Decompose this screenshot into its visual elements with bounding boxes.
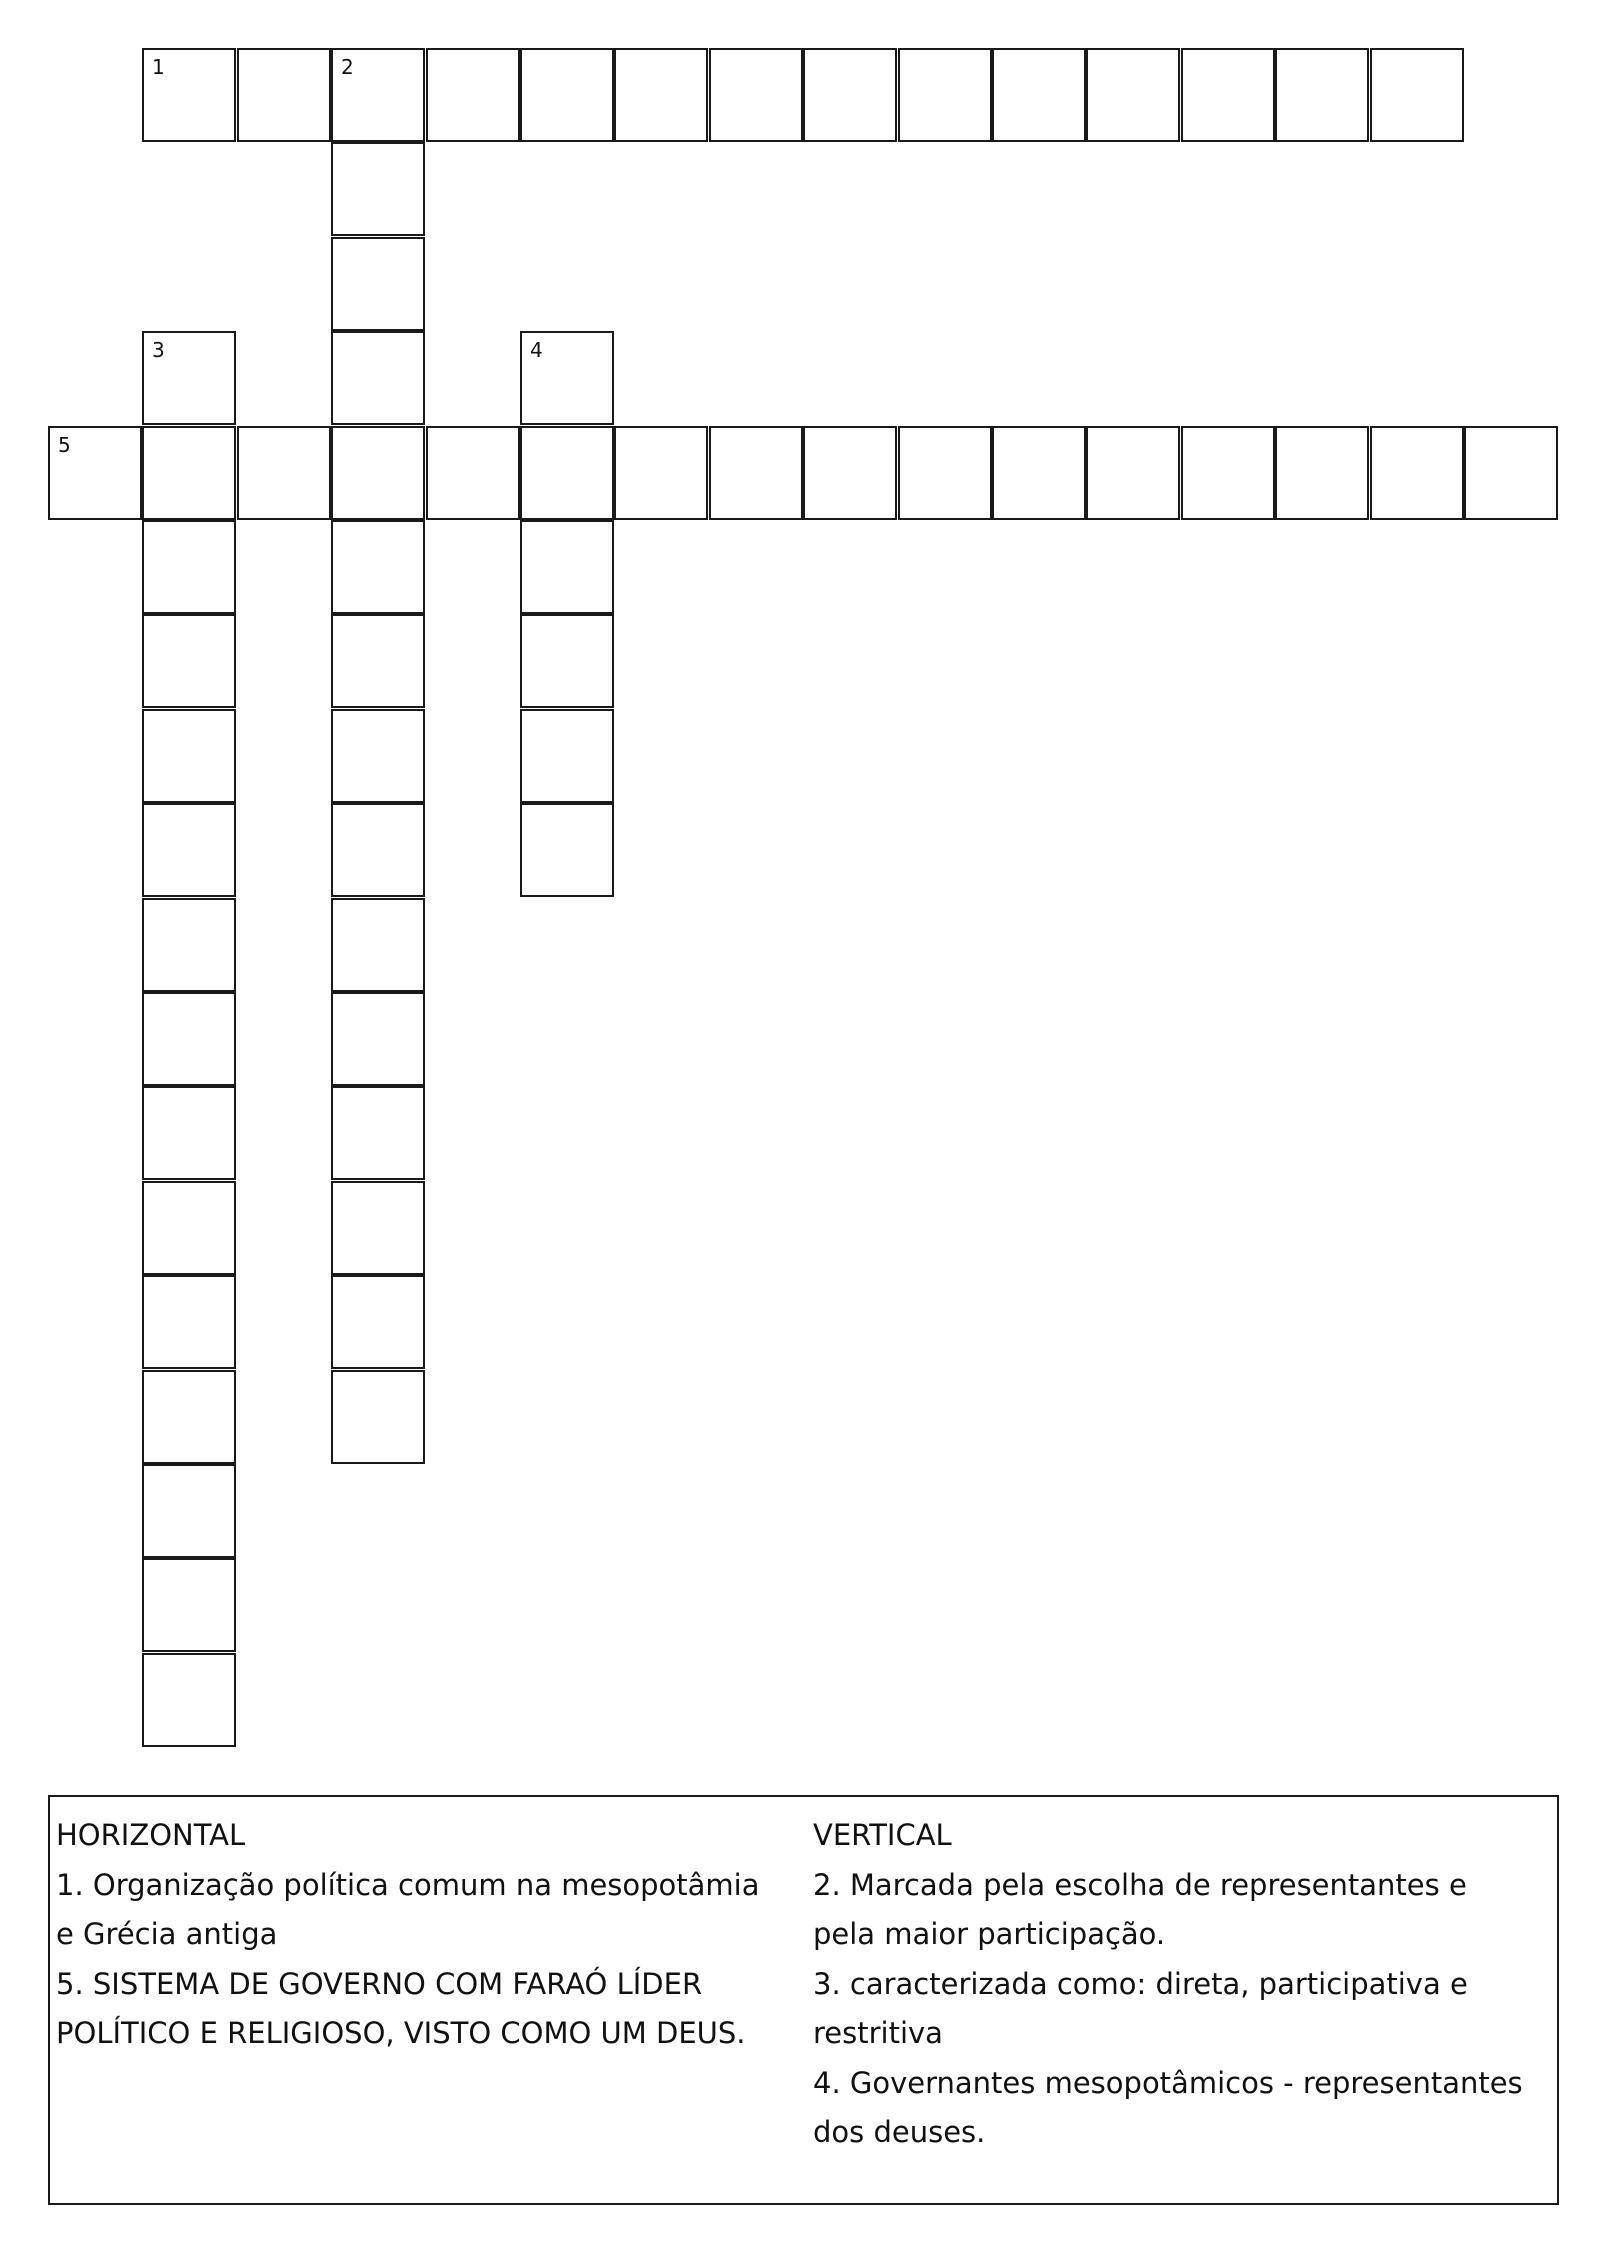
vertical-clues — [813, 1811, 1533, 2158]
crossword-cell[interactable] — [142, 331, 236, 425]
crossword-cell[interactable] — [331, 48, 425, 142]
crossword-cell[interactable] — [992, 48, 1086, 142]
crossword-cell[interactable] — [331, 142, 425, 236]
clue-number: 1 — [152, 55, 165, 79]
clue-number: 4 — [530, 338, 543, 362]
crossword-cell[interactable] — [142, 520, 236, 614]
crossword-cell[interactable] — [331, 237, 425, 331]
crossword-cell[interactable] — [992, 426, 1086, 520]
crossword-cell[interactable] — [142, 1086, 236, 1180]
clue-4: 4. Governantes mesopotâmicos - representantes dos deuses. — [813, 2065, 1523, 2149]
crossword-cell[interactable] — [142, 1275, 236, 1369]
crossword-cell[interactable] — [1370, 426, 1464, 520]
crossword-cell[interactable] — [520, 331, 614, 425]
crossword-cell[interactable] — [331, 1181, 425, 1275]
crossword-cell[interactable] — [1275, 48, 1369, 142]
crossword-cell[interactable] — [237, 48, 331, 142]
crossword-cell[interactable] — [426, 426, 520, 520]
crossword-cell[interactable] — [331, 992, 425, 1086]
vertical-heading: VERTICAL — [813, 1818, 952, 1852]
crossword-cell[interactable] — [142, 1181, 236, 1275]
crossword-cell[interactable] — [142, 992, 236, 1086]
crossword-cell[interactable] — [331, 426, 425, 520]
crossword-cell[interactable] — [803, 48, 897, 142]
crossword-cell[interactable] — [331, 520, 425, 614]
crossword-cell[interactable] — [331, 1086, 425, 1180]
crossword-cell[interactable] — [142, 48, 236, 142]
crossword-cell[interactable] — [142, 709, 236, 803]
horizontal-clues — [56, 1811, 766, 2059]
crossword-cell[interactable] — [142, 898, 236, 992]
crossword-cell[interactable] — [1275, 426, 1369, 520]
crossword-cell[interactable] — [709, 48, 803, 142]
crossword-cell[interactable] — [520, 426, 614, 520]
crossword-cell[interactable] — [331, 331, 425, 425]
crossword-cell[interactable] — [331, 803, 425, 897]
clue-number: 3 — [152, 338, 165, 362]
crossword-cell[interactable] — [1181, 426, 1275, 520]
crossword-cell[interactable] — [898, 48, 992, 142]
crossword-cell[interactable] — [331, 614, 425, 708]
crossword-cell[interactable] — [520, 520, 614, 614]
crossword-cell[interactable] — [898, 426, 992, 520]
crossword-cell[interactable] — [520, 48, 614, 142]
crossword-cell[interactable] — [142, 803, 236, 897]
crossword-cell[interactable] — [709, 426, 803, 520]
clues-box — [48, 1795, 1559, 2205]
crossword-cell[interactable] — [142, 426, 236, 520]
crossword-cell[interactable] — [331, 898, 425, 992]
crossword-cell[interactable] — [1086, 48, 1180, 142]
crossword-cell[interactable] — [520, 709, 614, 803]
crossword-cell[interactable] — [1464, 426, 1558, 520]
crossword-cell[interactable] — [331, 709, 425, 803]
crossword-cell[interactable] — [142, 1370, 236, 1464]
horizontal-heading: HORIZONTAL — [56, 1818, 246, 1852]
crossword-cell[interactable] — [614, 426, 708, 520]
clue-1: 1. Organização política comum na mesopotâmia e Grécia antiga — [56, 1867, 760, 1951]
crossword-cell[interactable] — [1370, 48, 1464, 142]
crossword-cell[interactable] — [142, 614, 236, 708]
crossword-cell[interactable] — [803, 426, 897, 520]
crossword-cell[interactable] — [48, 426, 142, 520]
crossword-cell[interactable] — [520, 614, 614, 708]
crossword-cell[interactable] — [1086, 426, 1180, 520]
crossword-cell[interactable] — [426, 48, 520, 142]
crossword-cell[interactable] — [614, 48, 708, 142]
crossword-cell[interactable] — [520, 803, 614, 897]
clue-2: 2. Marcada pela escolha de representantes e pela maior participação. — [813, 1867, 1467, 1951]
clue-number: 2 — [341, 55, 354, 79]
crossword-cell[interactable] — [1181, 48, 1275, 142]
crossword-cell[interactable] — [237, 426, 331, 520]
crossword-cell[interactable] — [331, 1370, 425, 1464]
crossword-cell[interactable] — [142, 1464, 236, 1558]
clue-5: 5. SISTEMA DE GOVERNO COM FARAÓ LÍDER POLÍTICO E RELIGIOSO, VISTO COMO UM DEUS. — [56, 1966, 746, 2050]
crossword-cell[interactable] — [331, 1275, 425, 1369]
clue-number: 5 — [58, 433, 71, 457]
crossword-cell[interactable] — [142, 1558, 236, 1652]
crossword-cell[interactable] — [142, 1653, 236, 1747]
clue-3: 3. caracterizada como: direta, participativa e restritiva — [813, 1966, 1468, 2050]
